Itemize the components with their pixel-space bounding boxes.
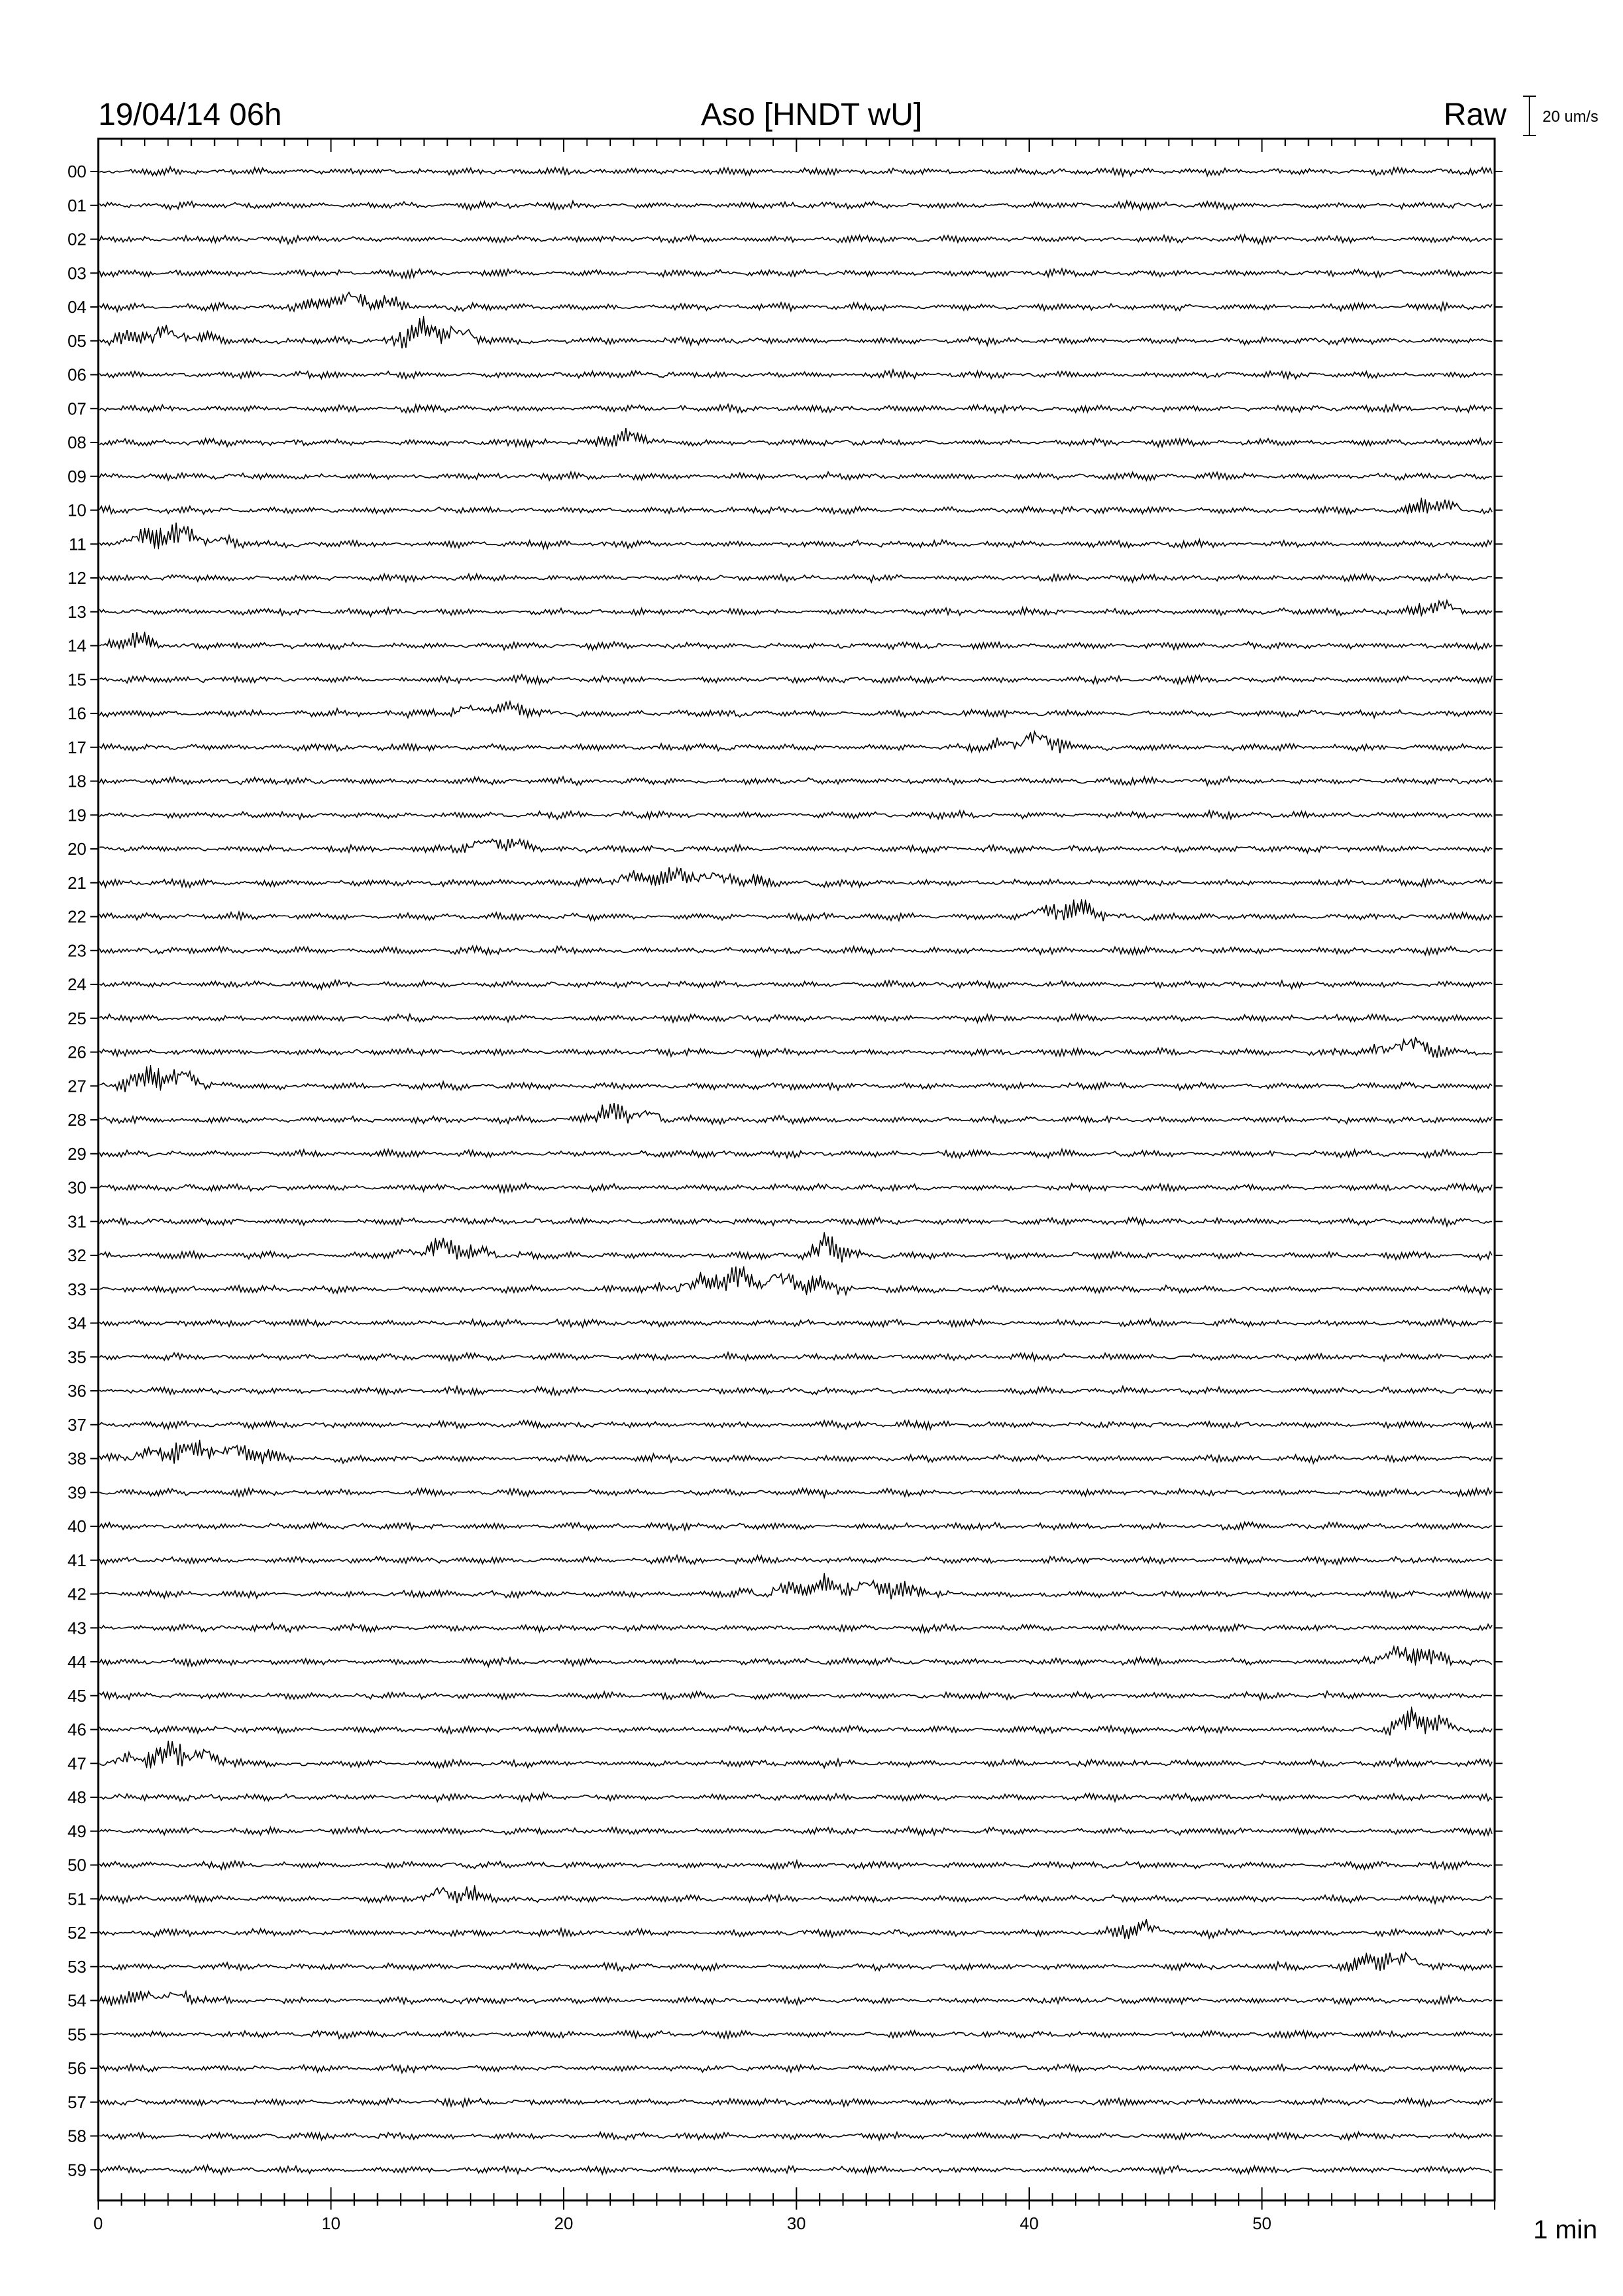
row-label-15: 15 <box>67 670 86 690</box>
row-label-16: 16 <box>67 704 86 723</box>
row-label-30: 30 <box>67 1177 86 1198</box>
station-title: Aso [HNDT wU] <box>701 98 922 132</box>
row-label-24: 24 <box>67 975 86 994</box>
trace-50 <box>100 1861 1492 1870</box>
trace-34 <box>100 1319 1492 1327</box>
trace-58 <box>100 2132 1492 2140</box>
trace-45 <box>100 1691 1492 1700</box>
trace-21 <box>100 867 1492 888</box>
trace-49 <box>100 1827 1492 1836</box>
trace-04 <box>100 293 1492 312</box>
trace-24 <box>100 980 1492 990</box>
trace-22 <box>100 899 1492 921</box>
row-label-54: 54 <box>67 1990 86 2011</box>
row-label-48: 48 <box>67 1787 86 1807</box>
x-tick-label-0: 0 <box>93 2214 103 2233</box>
trace-42 <box>100 1573 1492 1599</box>
row-label-22: 22 <box>67 906 86 927</box>
row-label-25: 25 <box>67 1008 86 1028</box>
row-label-35: 35 <box>67 1347 86 1367</box>
row-label-38: 38 <box>67 1448 86 1469</box>
row-label-57: 57 <box>67 2092 86 2112</box>
row-label-11: 11 <box>69 534 86 554</box>
row-label-52: 52 <box>67 1923 86 1943</box>
trace-18 <box>100 777 1492 785</box>
trace-25 <box>100 1014 1492 1023</box>
trace-16 <box>100 702 1492 718</box>
trace-33 <box>100 1266 1492 1295</box>
row-label-39: 39 <box>67 1482 86 1503</box>
trace-02 <box>100 235 1492 244</box>
row-label-03: 03 <box>67 263 86 283</box>
row-label-37: 37 <box>67 1414 86 1435</box>
date-label: 19/04/14 06h <box>98 98 282 132</box>
row-label-49: 49 <box>67 1821 86 1841</box>
row-label-45: 45 <box>67 1685 86 1706</box>
trace-28 <box>100 1103 1492 1124</box>
row-label-33: 33 <box>67 1279 86 1299</box>
row-label-56: 56 <box>67 2058 86 2078</box>
x-tick-label-10: 10 <box>321 2214 340 2233</box>
trace-47 <box>100 1741 1492 1768</box>
row-label-50: 50 <box>67 1855 86 1875</box>
trace-10 <box>100 498 1492 514</box>
trace-27 <box>100 1065 1492 1092</box>
trace-01 <box>100 201 1492 210</box>
row-label-18: 18 <box>67 771 86 791</box>
trace-53 <box>100 1952 1492 1971</box>
trace-52 <box>100 1919 1492 1939</box>
trace-17 <box>100 732 1492 753</box>
trace-06 <box>100 370 1492 379</box>
trace-39 <box>100 1488 1492 1498</box>
row-label-36: 36 <box>67 1381 86 1401</box>
row-label-21: 21 <box>67 872 86 893</box>
row-label-27: 27 <box>67 1076 86 1096</box>
row-label-58: 58 <box>67 2126 86 2146</box>
row-label-01: 01 <box>67 195 86 215</box>
row-label-47: 47 <box>67 1753 86 1774</box>
trace-44 <box>100 1646 1492 1666</box>
row-label-06: 06 <box>67 365 86 385</box>
x-axis-unit-label: 1 min <box>1533 2215 1597 2244</box>
row-label-07: 07 <box>67 399 86 419</box>
row-label-02: 02 <box>67 229 86 249</box>
row-label-34: 34 <box>67 1313 86 1333</box>
trace-09 <box>100 472 1492 480</box>
trace-31 <box>100 1217 1492 1226</box>
row-label-42: 42 <box>67 1584 86 1604</box>
trace-55 <box>100 2030 1492 2038</box>
trace-group <box>100 167 1492 2174</box>
trace-56 <box>100 2064 1492 2073</box>
x-tick-label-20: 20 <box>554 2214 574 2233</box>
row-label-10: 10 <box>67 500 86 520</box>
trace-11 <box>100 523 1492 550</box>
mode-label: Raw <box>1443 98 1506 132</box>
row-label-32: 32 <box>67 1246 86 1265</box>
row-label-44: 44 <box>67 1652 86 1672</box>
x-tick-label-30: 30 <box>787 2214 806 2233</box>
trace-54 <box>100 1991 1492 2006</box>
trace-59 <box>100 2165 1492 2175</box>
trace-26 <box>100 1037 1492 1057</box>
scale-label: 20 um/s <box>1542 108 1599 126</box>
trace-51 <box>100 1885 1492 1903</box>
trace-36 <box>100 1386 1492 1395</box>
row-label-08: 08 <box>67 433 86 452</box>
trace-38 <box>100 1440 1492 1464</box>
row-label-41: 41 <box>67 1550 86 1570</box>
trace-19 <box>100 811 1492 819</box>
row-label-31: 31 <box>67 1211 86 1232</box>
trace-43 <box>100 1623 1492 1633</box>
row-label-23: 23 <box>67 941 86 961</box>
trace-30 <box>100 1183 1492 1193</box>
row-label-51: 51 <box>67 1889 86 1909</box>
x-tick-label-50: 50 <box>1252 2214 1271 2233</box>
trace-35 <box>100 1353 1492 1361</box>
row-label-28: 28 <box>67 1110 86 1130</box>
row-label-14: 14 <box>67 636 86 656</box>
row-label-43: 43 <box>67 1618 86 1638</box>
trace-20 <box>100 839 1492 853</box>
trace-08 <box>100 428 1492 447</box>
trace-40 <box>100 1522 1492 1531</box>
row-label-12: 12 <box>67 568 86 588</box>
row-label-09: 09 <box>67 466 86 486</box>
trace-03 <box>100 269 1492 278</box>
trace-37 <box>100 1420 1492 1429</box>
row-label-46: 46 <box>67 1719 86 1740</box>
trace-14 <box>100 632 1492 650</box>
trace-12 <box>100 574 1492 583</box>
trace-32 <box>100 1232 1492 1263</box>
trace-07 <box>100 404 1492 413</box>
trace-13 <box>100 601 1492 617</box>
trace-46 <box>100 1707 1492 1736</box>
row-label-00: 00 <box>67 162 86 181</box>
row-label-53: 53 <box>67 1956 86 1977</box>
row-label-04: 04 <box>67 297 86 317</box>
row-label-19: 19 <box>67 805 86 825</box>
trace-57 <box>100 2098 1492 2106</box>
row-label-55: 55 <box>67 2024 86 2045</box>
x-tick-label-40: 40 <box>1019 2214 1039 2233</box>
trace-00 <box>100 167 1492 176</box>
trace-29 <box>100 1149 1492 1158</box>
row-label-29: 29 <box>67 1143 86 1164</box>
trace-41 <box>100 1555 1492 1564</box>
row-label-05: 05 <box>67 331 86 351</box>
trace-23 <box>100 946 1492 955</box>
row-label-20: 20 <box>67 839 86 859</box>
trace-15 <box>100 675 1492 685</box>
row-label-59: 59 <box>67 2160 86 2180</box>
row-label-17: 17 <box>67 737 86 757</box>
plot-frame <box>98 139 1495 2200</box>
trace-48 <box>100 1793 1492 1802</box>
row-label-26: 26 <box>67 1042 86 1062</box>
trace-05 <box>100 316 1492 348</box>
row-label-40: 40 <box>67 1516 86 1536</box>
row-label-13: 13 <box>67 601 86 622</box>
